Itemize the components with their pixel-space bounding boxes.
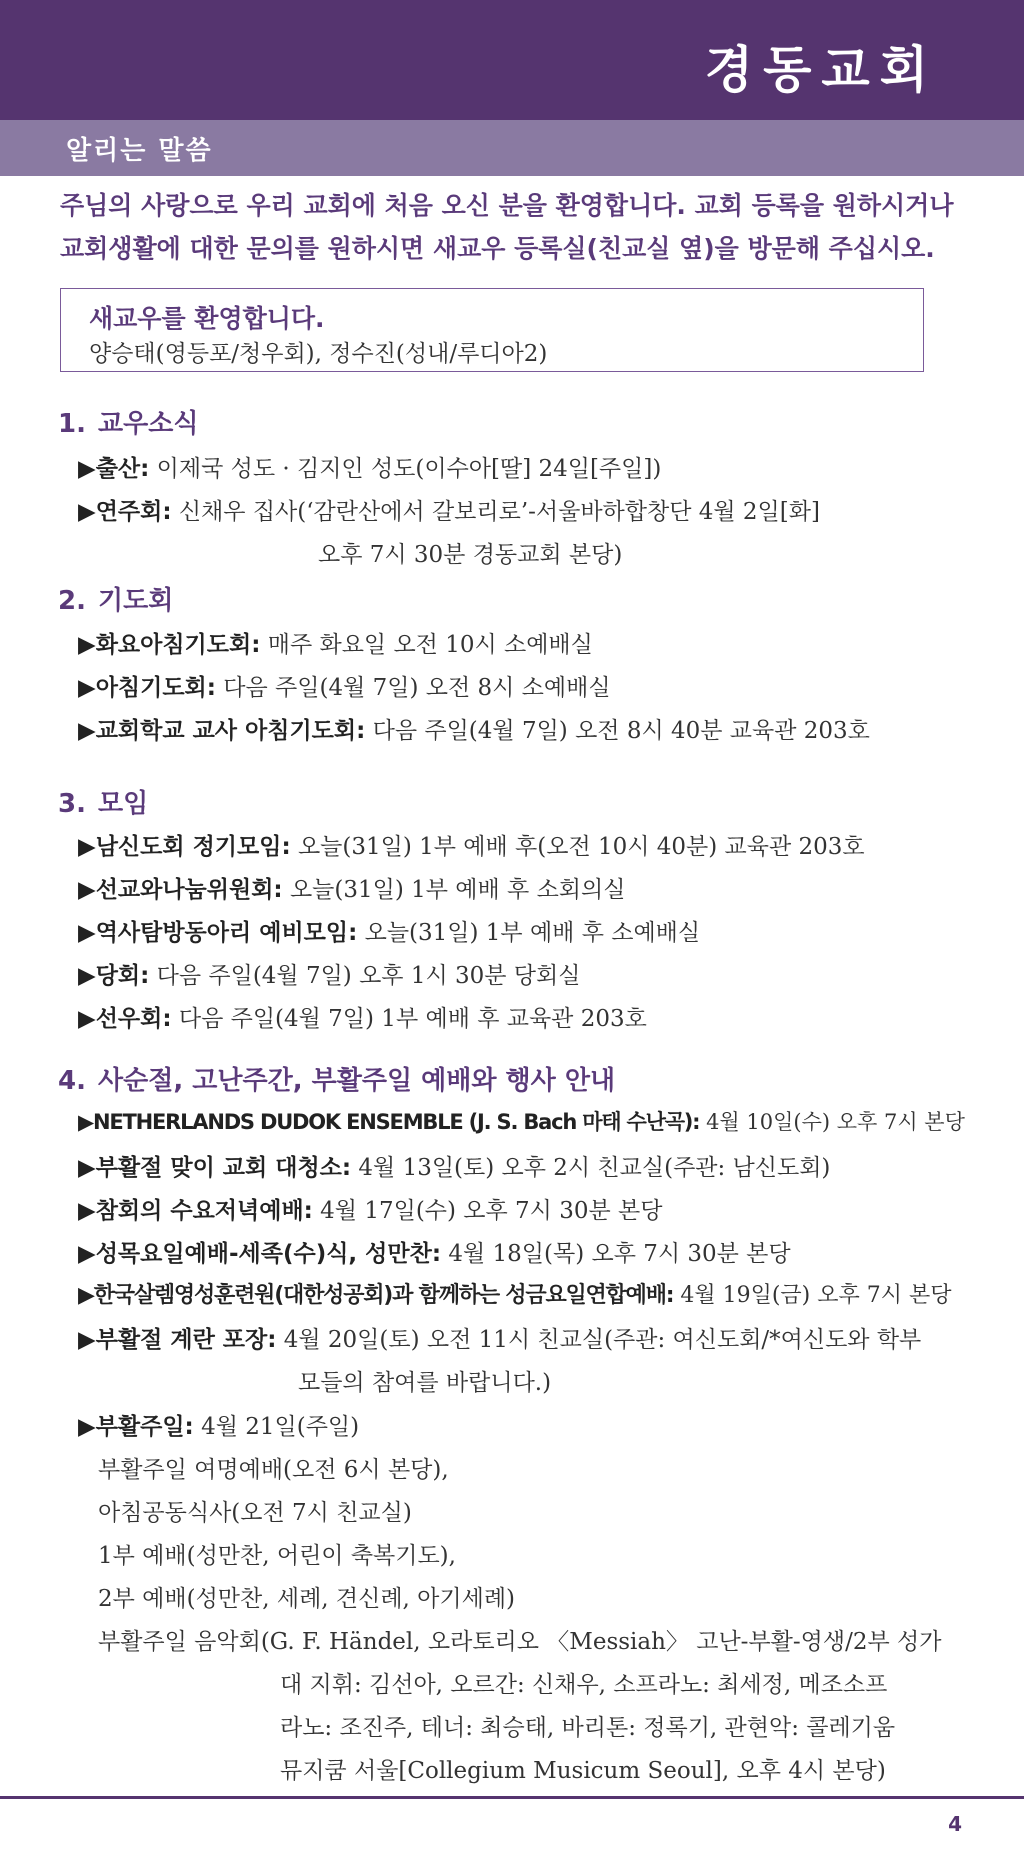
header-bar xyxy=(0,0,1024,120)
section-title-3 xyxy=(58,783,148,820)
list-item: ▶부활절 계란 포장: 4월 20일(토) 오전 11시 친교실(주관: 여신도회/*여신도와 학부 xyxy=(78,1327,922,1353)
list-item: ▶연주회: 신채우 집사(‘감란산에서 갈보리로’-서울바하합창단 4월 2일[화] xyxy=(78,499,820,525)
list-item: ▶부활주일: 4월 21일(주일) xyxy=(78,1414,360,1440)
list-item: ▶성목요일예배-세족(수)식, 성만찬: 4월 18일(목) 오후 7시 30분 본당 xyxy=(78,1241,791,1267)
welcome-message xyxy=(60,184,960,270)
list-item: ▶출산: 이제국 성도 · 김지인 성도(이수아[딸] 24일[주일]) xyxy=(78,456,662,482)
list-item: ▶아침기도회: 다음 주일(4월 7일) 오전 8시 소예배실 xyxy=(78,675,611,701)
section-number: 3. xyxy=(58,789,86,819)
list-item-continuation: 모들의 참여를 바랍니다.) xyxy=(298,1370,552,1396)
list-item: ▶NETHERLANDS DUDOK ENSEMBLE (J. S. Bach 마태 수난곡): 4월 10일(수) 오후 7시 본당 xyxy=(78,1110,965,1134)
section-label: 기도회 xyxy=(97,586,174,616)
easter-schedule-line: 라노: 조진주, 테너: 최승태, 바리톤: 정록기, 관현악: 콜레기움 xyxy=(280,1715,896,1741)
section-title-2 xyxy=(58,580,173,617)
easter-schedule-line: 2부 예배(성만찬, 세례, 견신례, 아기세례) xyxy=(98,1586,516,1612)
announcements-bar xyxy=(0,120,1024,176)
list-item: ▶역사탐방동아리 예비모임: 오늘(31일) 1부 예배 후 소예배실 xyxy=(78,920,701,946)
easter-schedule-line: 대 지휘: 김선아, 오르간: 신채우, 소프라노: 최세정, 메조소프 xyxy=(280,1672,888,1698)
newcomer-names: 양승태(영등포/청우회), 정수진(성내/루디아2) xyxy=(89,341,548,367)
list-item-continuation: 오후 7시 30분 경동교회 본당) xyxy=(318,542,623,568)
list-item: ▶참회의 수요저녁예배: 4월 17일(수) 오후 7시 30분 본당 xyxy=(78,1198,663,1224)
newcomer-title: 새교우를 환영합니다. xyxy=(89,304,325,333)
list-item: ▶한국살렘영성훈련원(대한성공회)과 함께하는 성금요일연합예배: 4월 19일(금) 오후 7시 본당 xyxy=(78,1283,952,1308)
list-item: ▶선우회: 다음 주일(4월 7일) 1부 예배 후 교육관 203호 xyxy=(78,1006,647,1032)
section-number: 1. xyxy=(58,409,86,439)
footer-divider xyxy=(0,1796,1024,1799)
announcements-title: 알리는 말씀 xyxy=(66,136,213,166)
welcome-line-2: 교회생활에 대한 문의를 원하시면 새교우 등록실(친교실 옆)을 방문해 주십시오. xyxy=(60,234,935,263)
easter-schedule-line: 아침공동식사(오전 7시 친교실) xyxy=(98,1500,412,1526)
easter-schedule-line: 뮤지쿰 서울[Collegium Musicum Seoul], 오후 4시 본당) xyxy=(280,1758,886,1784)
easter-schedule-line: 부활주일 음악회(G. F. Händel, 오라토리오 〈Messiah〉 고난-부활-영생/2부 성가 xyxy=(98,1629,942,1655)
list-item: ▶선교와나눔위원회: 오늘(31일) 1부 예배 후 소회의실 xyxy=(78,877,626,903)
newcomer-box xyxy=(60,288,924,372)
easter-schedule-line: 부활주일 여명예배(오전 6시 본당), xyxy=(98,1457,449,1483)
section-title-4 xyxy=(58,1060,615,1097)
section-label: 교우소식 xyxy=(97,409,199,439)
list-item: ▶화요아침기도회: 매주 화요일 오전 10시 소예배실 xyxy=(78,632,593,658)
section-number: 2. xyxy=(58,586,86,616)
section-number: 4. xyxy=(58,1066,86,1096)
page-number: 4 xyxy=(948,1812,962,1836)
section-label: 모임 xyxy=(97,789,149,819)
section-label: 사순절, 고난주간, 부활주일 예배와 행사 안내 xyxy=(97,1066,616,1096)
welcome-line-1: 주님의 사랑으로 우리 교회에 처음 오신 분을 환영합니다. 교회 등록을 원하시거나 xyxy=(60,191,954,220)
list-item: ▶교회학교 교사 아침기도회: 다음 주일(4월 7일) 오전 8시 40분 교육관 203호 xyxy=(78,718,870,744)
list-item: ▶당회: 다음 주일(4월 7일) 오후 1시 30분 당회실 xyxy=(78,963,581,989)
church-name: 경동교회 xyxy=(704,41,938,99)
easter-schedule-line: 1부 예배(성만찬, 어린이 축복기도), xyxy=(98,1543,456,1569)
list-item: ▶남신도회 정기모임: 오늘(31일) 1부 예배 후(오전 10시 40분) 교육관 203호 xyxy=(78,834,865,860)
list-item: ▶부활절 맞이 교회 대청소: 4월 13일(토) 오후 2시 친교실(주관: 남신도회) xyxy=(78,1155,831,1181)
section-title-1 xyxy=(58,403,198,440)
